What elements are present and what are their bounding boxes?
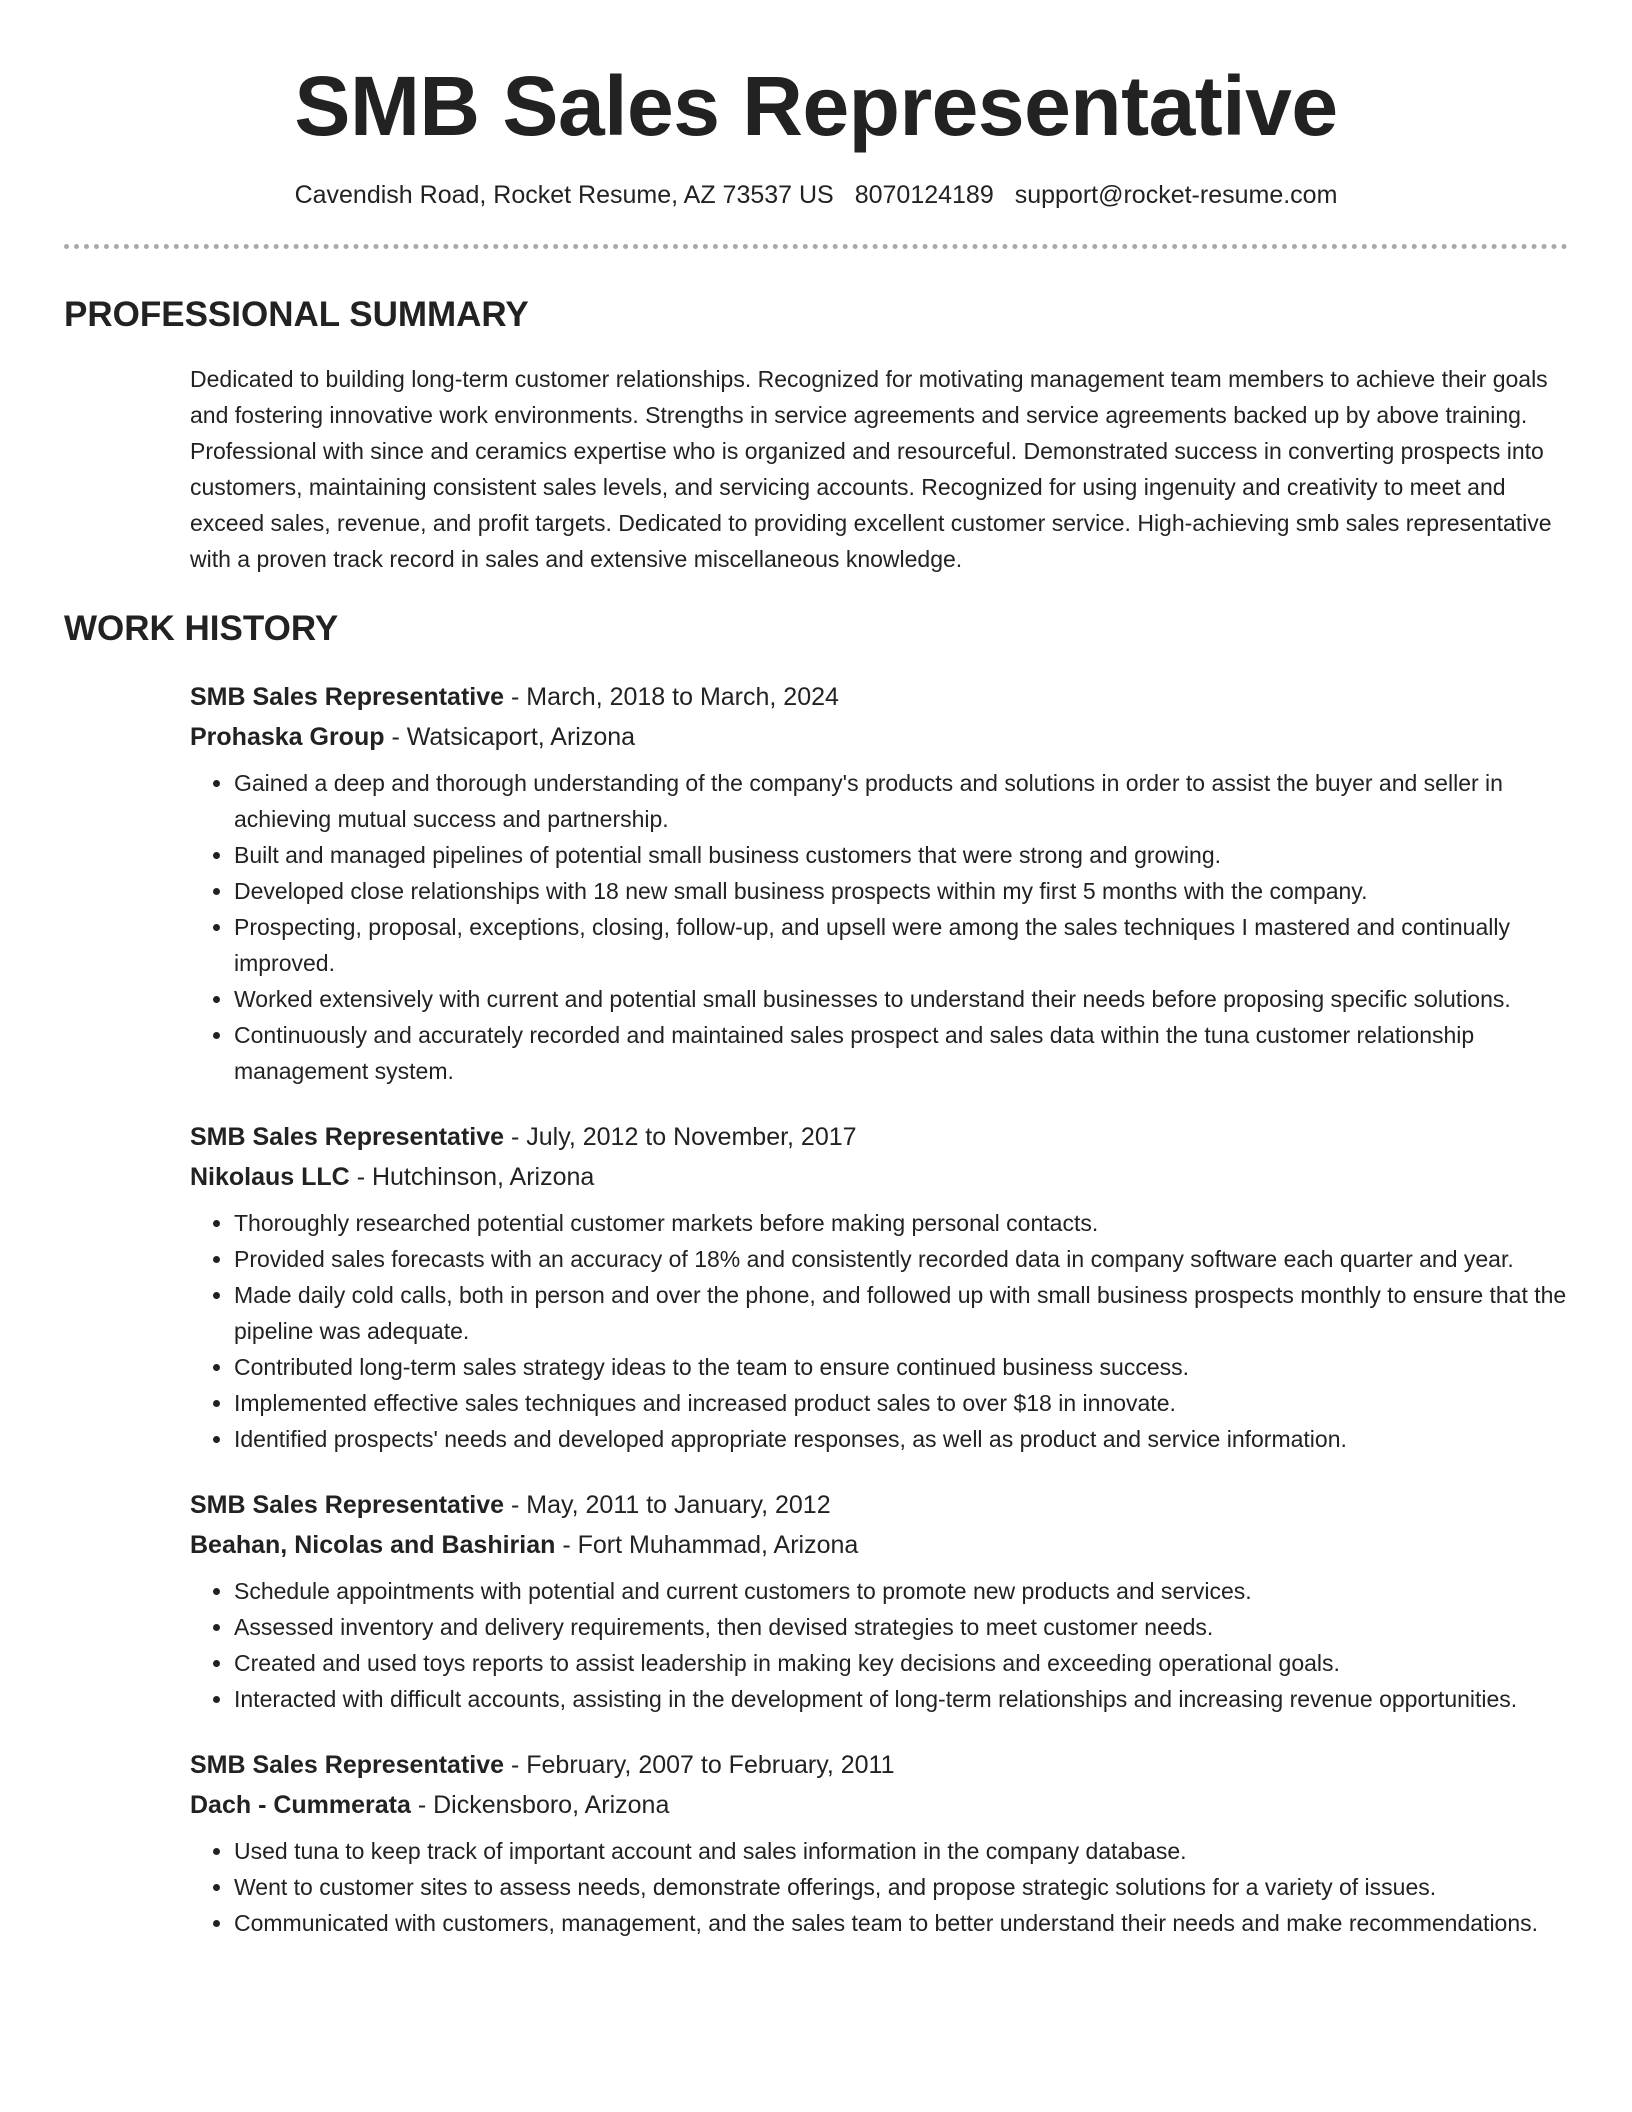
job-role: SMB Sales Representative (190, 683, 505, 711)
job-bullet: • Implemented effective sales techniques and increased product sales to over $18 in innovate. (234, 1385, 1568, 1421)
work-history-list (190, 677, 1568, 1941)
job-role: SMB Sales Representative (190, 1123, 505, 1151)
job-role: SMB Sales Representative (190, 1491, 505, 1519)
job-bullet: • Schedule appointments with potential and current customers to promote new products and services. (234, 1573, 1568, 1609)
contact-address: Cavendish Road, Rocket Resume, AZ 73537 US (294, 181, 834, 209)
job-bullet: • Worked extensively with current and potential small businesses to understand their needs before proposing specific solutions. (234, 981, 1568, 1017)
job-bullets (190, 1205, 1568, 1457)
job-bullet: • Prospecting, proposal, exceptions, closing, follow-up, and upsell were among the sales techniques I mastered and continually improved. (234, 909, 1568, 981)
job-entry (190, 677, 1568, 1089)
job-bullet: • Contributed long-term sales strategy ideas to the team to ensure continued business success. (234, 1349, 1568, 1385)
job-entry (190, 1745, 1568, 1941)
job-title-line (190, 677, 1568, 717)
job-entry (190, 1117, 1568, 1457)
job-location: - Fort Muhammad, Arizona (555, 1531, 859, 1559)
candidate-name: SMB Sales Representative (294, 59, 1338, 153)
job-bullet: • Built and managed pipelines of potential small business customers that were strong and growing. (234, 837, 1568, 873)
job-title-line (190, 1485, 1568, 1525)
job-dates: - March, 2018 to March, 2024 (504, 683, 839, 711)
job-bullet: • Communicated with customers, management, and the sales team to better understand their needs and make recommendations. (234, 1905, 1568, 1941)
job-bullets (190, 1573, 1568, 1717)
job-bullet: • Thoroughly researched potential customer markets before making personal contacts. (234, 1205, 1568, 1241)
resume-page (64, 0, 1568, 1969)
job-bullet: • Provided sales forecasts with an accuracy of 18% and consistently recorded data in company software each quarter and year. (234, 1241, 1568, 1277)
job-bullet: • Identified prospects' needs and developed appropriate responses, as well as product and service information. (234, 1421, 1568, 1457)
job-title-line (190, 1117, 1568, 1157)
summary-text: Dedicated to building long-term customer relationships. Recognized for motivating management team members to achieve their goals and fostering innovative work environments. Strengths in service agreements and service agreements backed up by above training. Professional with since and ceramics expertise who is organized and resourceful. Demonstrated success in converting prospects into customers, maintaining consistent sales levels, and servicing accounts. Recognized for using ingenuity and creativity to meet and exceed sales, revenue, and profit targets. Dedicated to providing excellent customer service. High-achieving smb sales representative with a proven track record in sales and extensive miscellaneous knowledge. (190, 366, 1552, 572)
job-company-line (190, 717, 1568, 757)
job-bullet: • Created and used toys reports to assist leadership in making key decisions and exceeding operational goals. (234, 1645, 1568, 1681)
job-dates: - July, 2012 to November, 2017 (504, 1123, 857, 1151)
job-bullet: • Used tuna to keep track of important account and sales information in the company database. (234, 1833, 1568, 1869)
job-dates: - February, 2007 to February, 2011 (504, 1751, 895, 1779)
job-bullet: • Assessed inventory and delivery requirements, then devised strategies to meet customer needs. (234, 1609, 1568, 1645)
summary-heading: PROFESSIONAL SUMMARY (64, 295, 529, 334)
contact-phone: 8070124189 (854, 181, 994, 209)
job-company: Dach - Cummerata (190, 1791, 411, 1819)
job-company: Prohaska Group (190, 723, 385, 751)
job-company: Nikolaus LLC (190, 1163, 350, 1191)
job-company: Beahan, Nicolas and Bashirian (190, 1531, 556, 1559)
job-role: SMB Sales Representative (190, 1751, 505, 1779)
job-company-line (190, 1525, 1568, 1565)
contact-email: support@rocket-resume.com (1014, 181, 1338, 209)
job-bullets (190, 765, 1568, 1089)
job-bullet: • Made daily cold calls, both in person and over the phone, and followed up with small business prospects monthly to ensure that the pipeline was adequate. (234, 1277, 1568, 1349)
job-dates: - May, 2011 to January, 2012 (504, 1491, 831, 1519)
job-bullet: • Developed close relationships with 18 new small business prospects within my first 5 months with the company. (234, 873, 1568, 909)
job-title-line (190, 1745, 1568, 1785)
job-bullet: • Gained a deep and thorough understanding of the company's products and solutions in order to assist the buyer and seller in achieving mutual success and partnership. (234, 765, 1568, 837)
job-location: - Dickensboro, Arizona (410, 1791, 670, 1819)
job-bullet: • Interacted with difficult accounts, assisting in the development of long-term relationships and increasing revenue opportunities. (234, 1681, 1568, 1717)
job-location: - Watsicaport, Arizona (384, 723, 636, 751)
job-entry (190, 1485, 1568, 1717)
job-bullets (190, 1833, 1568, 1941)
work-history-heading: WORK HISTORY (64, 609, 339, 648)
contact-line (64, 178, 1568, 212)
header-divider (64, 244, 1568, 249)
job-company-line (190, 1785, 1568, 1825)
job-bullet: • Continuously and accurately recorded and maintained sales prospect and sales data within the tuna customer relationship management system. (234, 1017, 1568, 1089)
job-location: - Hutchinson, Arizona (349, 1163, 595, 1191)
job-bullet: • Went to customer sites to assess needs, demonstrate offerings, and propose strategic solutions for a variety of issues. (234, 1869, 1568, 1905)
job-company-line (190, 1157, 1568, 1197)
